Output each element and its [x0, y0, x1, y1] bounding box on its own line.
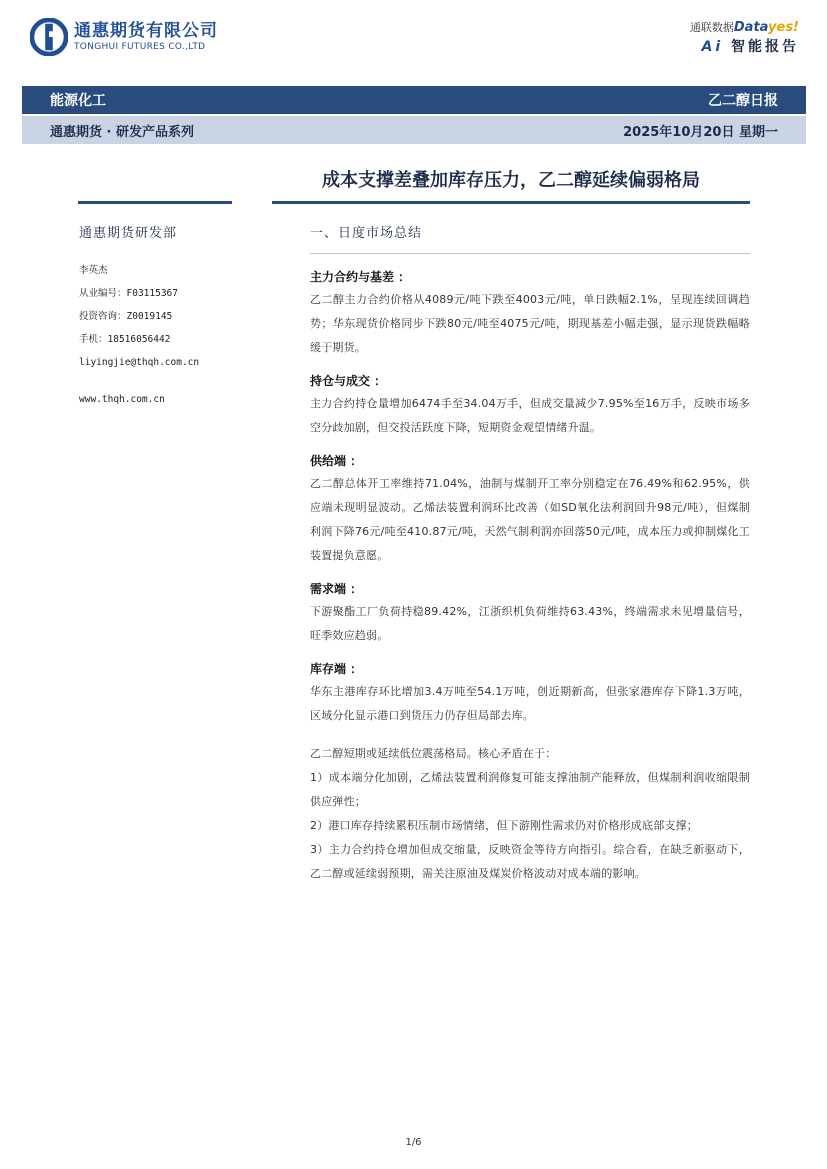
series-label: 通惠期货 · 研发产品系列 [50, 124, 194, 140]
subheading-position-volume: 持仓与成交 ： [310, 374, 387, 388]
ai-report-label: 智能报告 [731, 39, 799, 55]
department-name: 通惠期货研发部 [79, 226, 178, 241]
page-title: 成本支撑差叠加库存压力，乙二醇延续偏弱格局 [322, 170, 700, 191]
partner-logo [690, 20, 799, 58]
report-name: 乙二醇日报 [708, 93, 778, 109]
partner-suffix: yes! [768, 20, 799, 35]
subheading-contract-basis: 主力合约与基差 ： [310, 270, 411, 284]
subheading-inventory: 库存端 ： [310, 662, 363, 676]
paragraph-contract-basis: 乙二醇主力合约价格从4089元/吨下跌至4003元/吨，单日跌幅2.1%，呈现连续回调趋势；华东现货价格同步下跌80元/吨至4075元/吨，期现基差小幅走强，显示现货跌幅略缓于期货。 [310, 293, 750, 354]
category-label: 能源化工 [50, 93, 106, 109]
author-sidebar [79, 222, 249, 411]
phone-number: 手机：18516056442 [79, 334, 171, 345]
series-band [22, 116, 806, 144]
partner-prefix: 通联数据 [689, 21, 734, 34]
subheading-supply: 供给端 ： [310, 454, 363, 468]
summary-point-3: 3）主力合约持仓增加但成交缩量，反映资金等待方向指引。综合看，在缺乏新驱动下，乙二醇或延续弱预期，需关注原油及煤炭价格波动对成本端的影响。 [310, 843, 750, 880]
subheading-demand: 需求端 ： [310, 582, 363, 596]
website-link[interactable]: www.thqh.com.cn [79, 394, 165, 405]
consult-number: 投资咨询：Z0019145 [79, 311, 173, 322]
summary-point-2: 2）港口库存持续累积压制市场情绪，但下游刚性需求仍对价格形成底部支撑； [310, 819, 698, 832]
author-name: 李英杰 [79, 265, 108, 276]
report-date: 2025年10月20日 星期一 [623, 124, 778, 140]
email-address[interactable]: liyingjie@thqh.com.cn [79, 357, 200, 368]
company-logo-icon [30, 18, 68, 56]
summary-intro: 乙二醇短期或延续低位震荡格局。核心矛盾在于： [310, 747, 557, 760]
company-logo [30, 18, 218, 56]
section-heading: 一、日度市场总结 [310, 222, 750, 254]
page-number: 1/6 [405, 1137, 422, 1148]
report-body [310, 222, 750, 886]
sidebar-divider [78, 201, 232, 204]
paragraph-position-volume: 主力合约持仓量增加6474手至34.04万手，但成交量减少7.95%至16万手，反映市场多空分歧加剧，但交投活跃度下降，短期资金观望情绪升温。 [310, 397, 750, 434]
ai-mark: Ai [701, 39, 724, 55]
paragraph-inventory: 华东主港库存环比增加3.4万吨至54.1万吨，创近期新高，但张家港库存下降1.3万吨，区域分化显示港口到货压力仍存但局部去库。 [310, 685, 750, 722]
partner-brand: Data [733, 20, 769, 35]
category-band [22, 86, 806, 114]
license-number: 从业编号：F03115367 [79, 288, 178, 299]
paragraph-demand: 下游聚酯工厂负荷持稳89.42%，江浙织机负荷维持63.43%，终端需求未见增量信号，旺季效应趋弱。 [310, 605, 750, 642]
summary-point-1: 1）成本端分化加剧，乙烯法装置利润修复可能支撑油制产能释放，但煤制利润收缩限制供应弹性； [310, 771, 750, 808]
company-name-en: TONGHUI FUTURES CO.,LTD [74, 42, 206, 52]
title-divider [272, 201, 750, 204]
paragraph-supply: 乙二醇总体开工率维持71.04%，油制与煤制开工率分别稳定在76.49%和62.95%，供应端未现明显波动。乙烯法装置利润环比改善（如SD氧化法利润回升98元/吨），但煤制利润下降76元/吨至410.87元/吨，天然气制利润亦回落50元/吨，成本压力或抑制煤化工装置提负意愿。 [310, 477, 750, 562]
company-name-cn: 通惠期货有限公司 [74, 21, 218, 41]
